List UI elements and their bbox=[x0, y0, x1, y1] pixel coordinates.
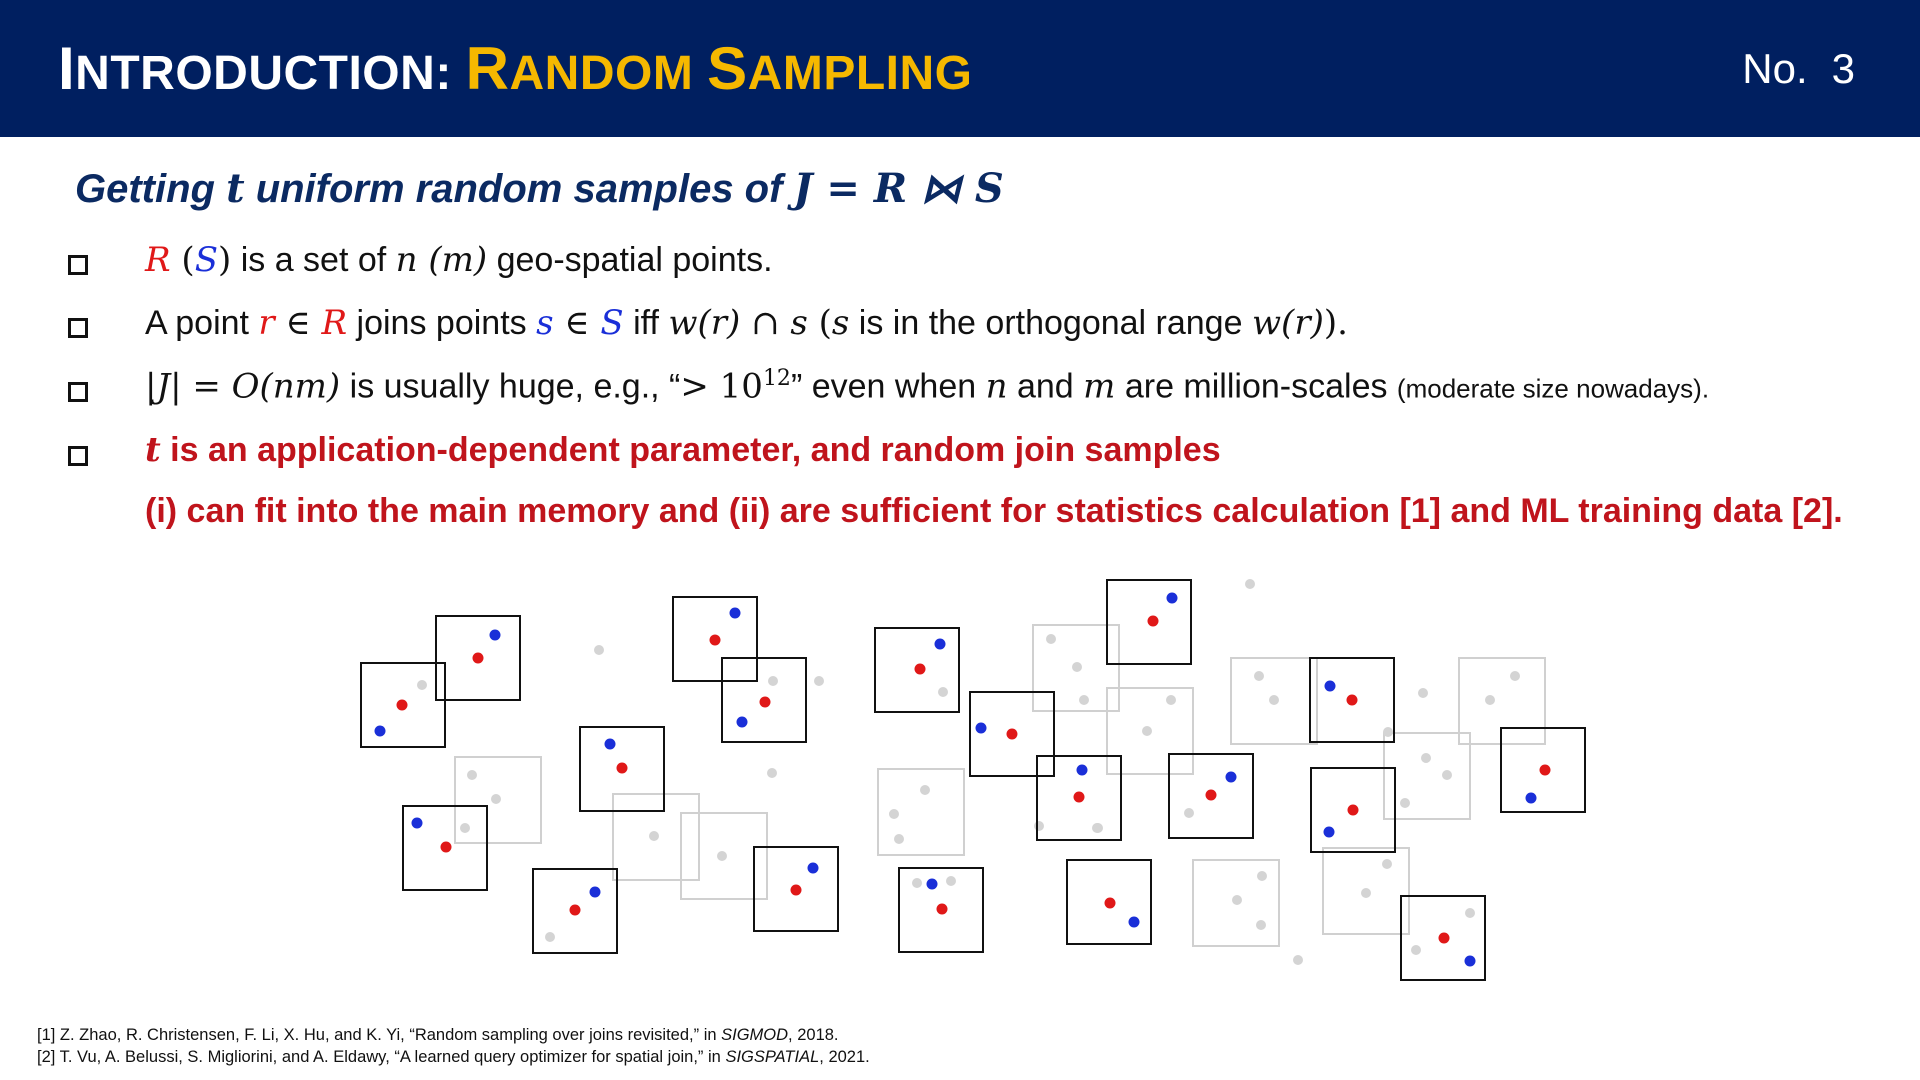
bullet-4-text: is an application-dependent parameter, and random join samples bbox=[160, 431, 1221, 469]
title-word-sampling: AMPLING bbox=[747, 47, 973, 100]
size-formula: |J| = O(nm) bbox=[145, 366, 341, 407]
bullet-marker bbox=[68, 446, 88, 466]
slide-subtitle bbox=[75, 165, 1004, 212]
var-m: (m) bbox=[417, 240, 488, 280]
var-m: m bbox=[1083, 366, 1116, 407]
slide-number-label: No. bbox=[1742, 44, 1808, 92]
bullet-2 bbox=[145, 303, 1348, 343]
bullet-3-text-2: ” even when bbox=[790, 367, 986, 406]
reference-1-text: [1] Z. Zhao, R. Christensen, F. Li, X. Hu, and K. Yi, “Random sampling over joins revisited,” in bbox=[37, 1026, 722, 1044]
bullet-2-text-1: A point bbox=[145, 304, 259, 342]
unrelated-points bbox=[417, 579, 1520, 965]
bullet-marker bbox=[68, 318, 88, 338]
title-initial: I bbox=[58, 35, 76, 102]
var-s: s bbox=[831, 303, 850, 343]
paren-open: ( bbox=[170, 240, 195, 280]
bullet-1-text-2: geo-spatial points. bbox=[487, 241, 773, 279]
bullet-3 bbox=[145, 366, 1709, 406]
title-colon: : bbox=[435, 47, 452, 100]
var-s: s bbox=[536, 303, 554, 343]
spatial-join-illustration bbox=[350, 570, 1610, 1000]
bullet-marker bbox=[68, 255, 88, 275]
inactive-window bbox=[1384, 733, 1470, 819]
slide-title bbox=[58, 34, 973, 103]
reference-1-year: , 2018. bbox=[788, 1026, 839, 1044]
var-r: r bbox=[258, 303, 275, 343]
bullet-3-note: (moderate size nowadays). bbox=[1396, 373, 1710, 404]
slide-number bbox=[1742, 45, 1855, 93]
bullet-2-text-4: is in the orthogonal range bbox=[849, 304, 1252, 342]
bullet-1 bbox=[145, 240, 773, 280]
var-n: n bbox=[395, 240, 418, 280]
set-r: R bbox=[321, 303, 348, 343]
slide-header bbox=[0, 0, 1920, 137]
set-s: S bbox=[194, 240, 218, 280]
reference-2 bbox=[37, 1046, 870, 1068]
points-s bbox=[375, 593, 1537, 967]
bullet-3-text-4: are million-scales bbox=[1115, 367, 1397, 406]
subtitle-formula: J = R ⋈ S bbox=[793, 165, 1004, 212]
magnitude-exponent: 12 bbox=[762, 366, 791, 391]
magnitude: > 10 bbox=[680, 366, 763, 407]
var-t: t bbox=[145, 430, 161, 470]
references bbox=[37, 1024, 870, 1068]
join-condition: w(r) ∩ s bbox=[668, 303, 808, 343]
bullet-3-text-3: and bbox=[1007, 367, 1084, 406]
reference-2-venue: SIGSPATIAL bbox=[725, 1048, 820, 1066]
reference-2-year: , 2021. bbox=[819, 1048, 870, 1066]
active-windows bbox=[361, 580, 1585, 980]
bullet-3-text-1: is usually huge, e.g., “ bbox=[340, 367, 681, 406]
continuation-text: (i) can fit into the main memory and (ii) are sufficient for statistics calculation [1] and ML training data [2]. bbox=[145, 492, 1843, 530]
set-s: S bbox=[600, 303, 624, 343]
paren-open: ( bbox=[807, 303, 832, 343]
reference-1 bbox=[37, 1024, 870, 1046]
points-r bbox=[397, 616, 1551, 944]
bullet-2-text-2: joins points bbox=[347, 304, 537, 342]
reference-2-text: [2] T. Vu, A. Belussi, S. Migliorini, and A. Eldawy, “A learned query optimizer for spatial join,” in bbox=[37, 1048, 726, 1066]
range-wr: w(r) bbox=[1251, 303, 1324, 343]
bullet-4-continuation bbox=[145, 492, 1843, 531]
title-word-random: ANDOM bbox=[509, 47, 694, 100]
bullet-2-end: ). bbox=[1323, 303, 1348, 343]
title-initial-s: S bbox=[707, 35, 748, 102]
bullet-1-text-1: is a set of bbox=[231, 241, 396, 279]
element-of: ∈ bbox=[274, 303, 322, 343]
subtitle-text-1: Getting bbox=[75, 167, 227, 211]
subtitle-text-2: uniform random samples of bbox=[244, 167, 794, 211]
paren-close: ) bbox=[217, 240, 232, 280]
bullet-2-text-3: iff bbox=[623, 304, 669, 342]
element-of: ∈ bbox=[553, 303, 601, 343]
slide-number-value: 3 bbox=[1831, 44, 1855, 92]
set-r: R bbox=[145, 240, 171, 280]
bullet-marker bbox=[68, 382, 88, 402]
title-initial-r: R bbox=[465, 35, 510, 102]
var-n: n bbox=[985, 366, 1008, 407]
inactive-windows bbox=[455, 625, 1545, 946]
reference-1-venue: SIGMOD bbox=[721, 1026, 789, 1044]
bullet-4 bbox=[145, 430, 1221, 470]
title-word-introduction: NTRODUCTION bbox=[75, 47, 436, 100]
subtitle-var-t: t bbox=[226, 165, 245, 212]
